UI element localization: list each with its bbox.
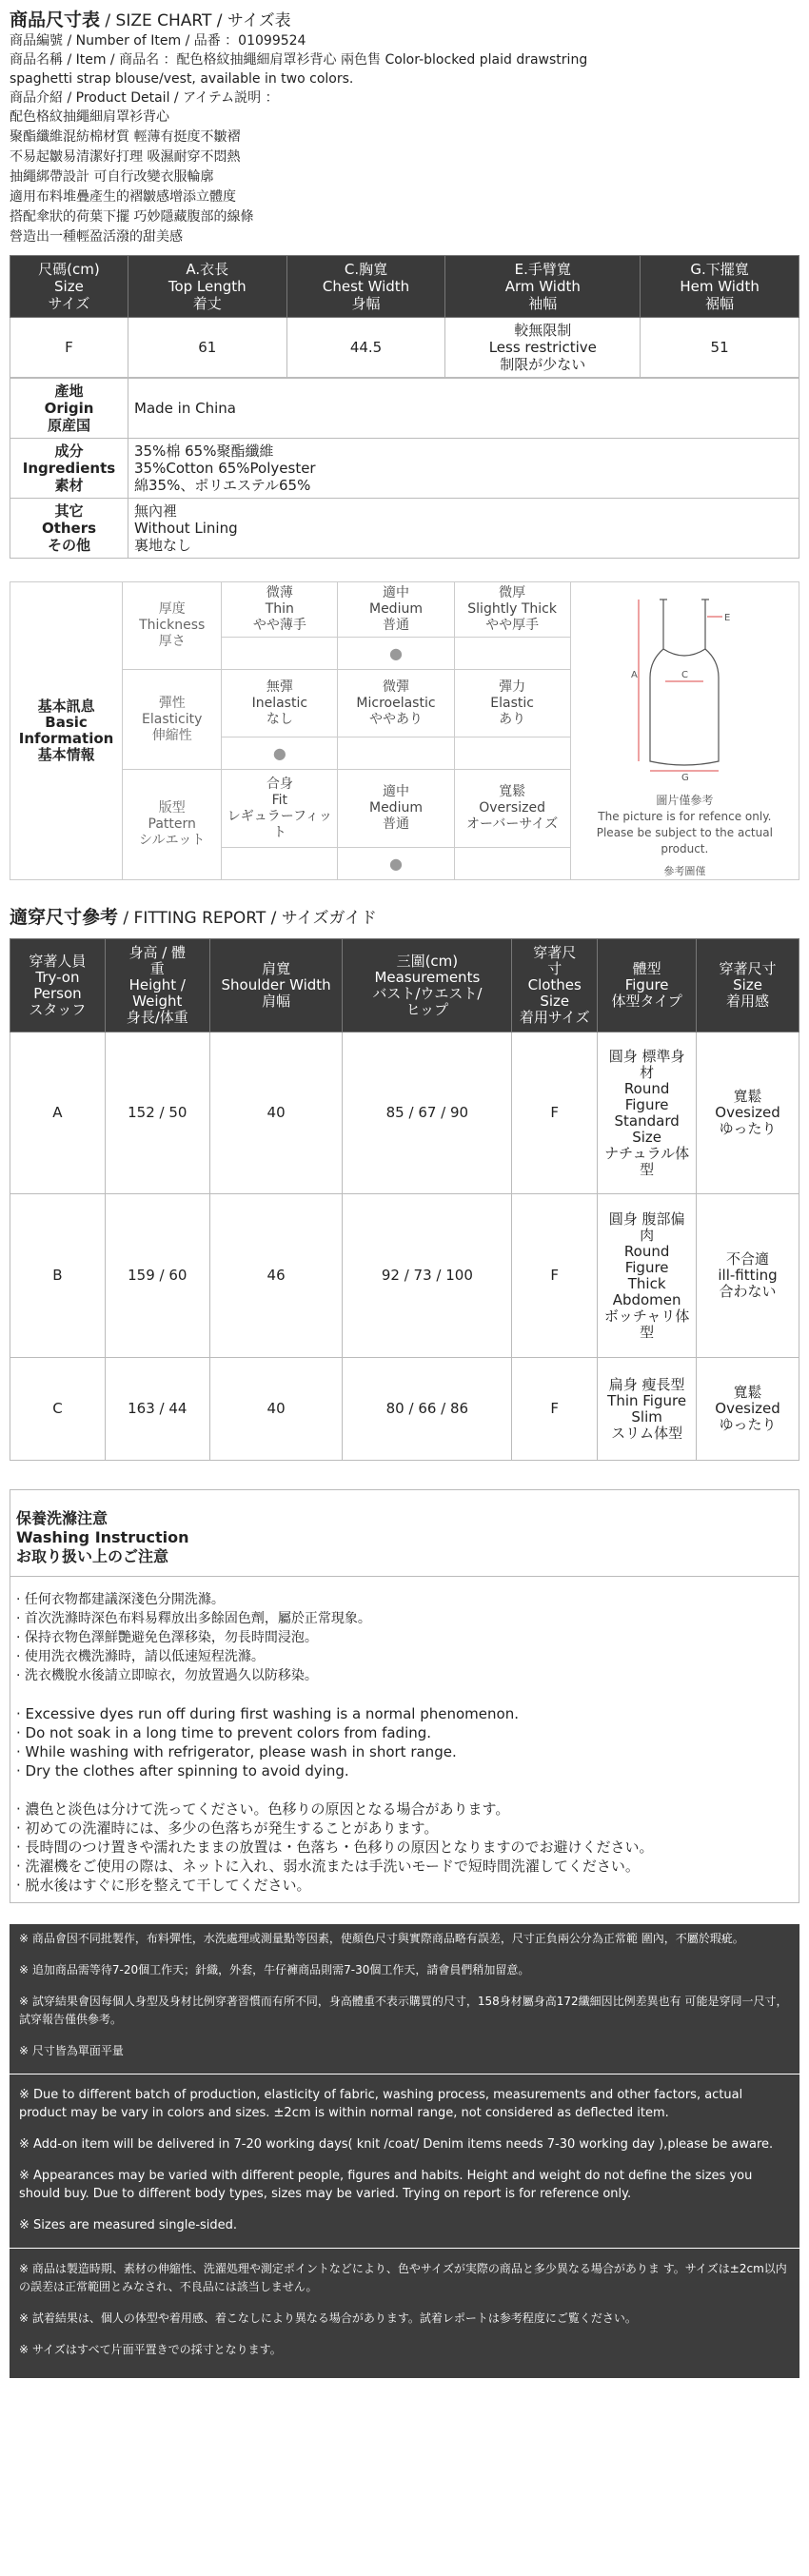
option-text: 微厚: [499, 585, 526, 600]
selection-cell: [222, 848, 338, 880]
fit-text: 寬鬆: [733, 1088, 762, 1105]
note-item: ※ 試穿結果會因每個人身型及身材比例穿著習慣而有所不同，身高體重不表示購買的尺寸，158身材屬身高172纖細因比例差異也有 可能是穿同一尺寸，試穿報告僅供參考。: [19, 1995, 788, 2026]
option-text: Slightly Thick: [467, 601, 557, 617]
elasticity-option: [454, 670, 570, 737]
arm-width-cell: [445, 318, 641, 378]
option-text: Inelastic: [251, 695, 308, 711]
divider: [10, 2248, 799, 2249]
hem-width-header: [641, 256, 799, 318]
basic-info-head-text: 基本情報: [37, 746, 95, 763]
detail-line: 搭配傘狀的荷葉下擺 巧妙隱藏腹部的線條: [10, 209, 254, 225]
option-text: 適中: [382, 784, 409, 799]
spec-value: [128, 439, 799, 499]
detail-line: 聚酯纖維混紡棉材質 輕薄有挺度不皺褶: [10, 129, 241, 145]
option-text: Elastic: [490, 695, 534, 711]
fitting-meas-cell: 80 / 66 / 86: [343, 1358, 512, 1461]
spec-value-text: 無內裡: [134, 502, 178, 520]
option-text: 彈力: [499, 678, 526, 695]
header-text: スタッフ: [29, 1000, 87, 1018]
note-item: ※ Due to different batch of production, elasticity of fabric, washing process, measurements and other factors, actual product may be vary in colors and sizes. ±2cm is within normal range, not considered as deflected item.: [19, 2088, 743, 2120]
header-text: 着用感: [726, 993, 770, 1010]
fitting-header-row: [10, 939, 799, 1032]
fitting-shoulder-cell: 46: [209, 1194, 343, 1358]
option-text: ややあり: [368, 711, 423, 727]
size-table: [10, 255, 799, 378]
spec-table: [10, 378, 799, 559]
header-text: 身高 / 體: [128, 944, 187, 961]
detail-line: 不易起皺易清潔好打理 吸濕耐穿不悶熱: [10, 149, 241, 165]
washing-list-en: [10, 1685, 799, 1780]
chest-width-header: [286, 256, 445, 318]
header-text: 穿著尺寸: [719, 960, 777, 977]
note-item: ※ 尺寸皆為單面平量: [19, 2044, 124, 2057]
header-text: ヒップ: [405, 1000, 449, 1018]
notes-ja: [19, 2260, 790, 2359]
fitting-fit-cell: [697, 1032, 799, 1194]
fitting-row: [10, 1032, 799, 1194]
header-text: 穿著人員: [29, 952, 87, 970]
figure-header: [598, 939, 697, 1032]
dimension-label-c: C: [681, 670, 689, 680]
option-text: 普通: [382, 816, 409, 832]
spec-value-text: 綿35%、ポリエステル65%: [134, 477, 311, 494]
washing-heading-text: Washing Instruction: [16, 1528, 189, 1546]
clothes-size-header: [512, 939, 598, 1032]
washing-item: · Do not soak in a long time to prevent colors from fading.: [16, 1724, 432, 1741]
category-text: 厚さ: [158, 634, 186, 649]
category-text: Pattern: [148, 816, 196, 832]
header-text: Person: [33, 984, 82, 1002]
spec-label-text: Others: [41, 520, 97, 537]
spec-label: [10, 379, 128, 439]
header-text: 尺碼(cm): [38, 261, 100, 278]
figure-text: スリム体型: [611, 1424, 683, 1442]
fitting-person-cell: B: [10, 1194, 106, 1358]
fit-text: 不合適: [726, 1250, 770, 1268]
detail-line: 配色格紋抽繩細肩罩衫背心: [10, 109, 169, 125]
option-text: 無彈: [266, 678, 293, 695]
product-detail-list: [10, 108, 799, 247]
header-text: 穿著尺: [533, 944, 577, 961]
category-text: シルエット: [139, 833, 206, 848]
fitting-fit-cell: [697, 1194, 799, 1358]
option-text: オーバーサイズ: [466, 816, 559, 832]
figure-text: 型: [640, 1323, 655, 1341]
spec-value-text: Made in China: [134, 400, 236, 417]
washing-list-zh: [10, 1577, 799, 1685]
notes-panel: [10, 1924, 799, 2378]
pattern-option: [222, 770, 338, 848]
category-text: 彈性: [158, 695, 186, 711]
washing-item: · Dry the clothes after spinning to avoid dying.: [16, 1762, 349, 1780]
fitting-person-cell: C: [10, 1358, 106, 1461]
elasticity-label: [123, 670, 222, 770]
figure-note-text: 圖片僅參考: [656, 794, 714, 807]
fit-text: ゆったり: [719, 1416, 777, 1433]
header-text: 重: [149, 960, 165, 977]
pattern-label: [123, 770, 222, 880]
basic-info-head-text: 基本訊息: [37, 698, 95, 715]
fitting-size-cell: F: [512, 1032, 598, 1194]
note-item: ※ 追加商品需等待7-20個工作天；針織，外套，牛仔褲商品則需7-30個工作天，請會員們稍加留意。: [19, 1963, 530, 1976]
figure-note-text: product.: [661, 842, 709, 855]
dimension-label-a: A: [631, 670, 639, 680]
spec-value-text: 35%棉 65%聚酯纖維: [134, 442, 274, 460]
selection-cell: [222, 638, 338, 670]
origin-row: [10, 379, 799, 439]
selection-cell: [454, 848, 570, 880]
figure-text: Thick: [627, 1274, 666, 1292]
header-text: 三圍(cm): [396, 952, 459, 970]
washing-item: · 脱水後はすぐに形を整えて干してください。: [16, 1877, 311, 1894]
detail-line: 抽繩綁帶設計 可自行改變衣服輪廓: [10, 169, 214, 185]
fit-text: ゆったり: [719, 1120, 777, 1137]
spec-label-text: 成分: [54, 442, 84, 460]
detail-line: 適用布料堆疊產生的褶皺感增添立體度: [10, 189, 236, 205]
fitting-row: [10, 1194, 799, 1358]
selection-cell: [338, 848, 454, 880]
note-item: ※ Add-on item will be delivered in 7-20 working days( knit /coat/ Denim items needs 7-30 working day ),please be aware.: [19, 2137, 774, 2152]
figure-text: Standard: [614, 1111, 680, 1130]
header-text: 寸: [547, 960, 562, 977]
figure-text: 扁身 瘦長型: [608, 1375, 685, 1393]
washing-item: · 洗衣機脫水後請立即晾衣，勿放置過久以防移染。: [16, 1668, 318, 1683]
selection-cell: [454, 638, 570, 670]
header-text: 身長/体重: [126, 1009, 188, 1026]
header-text: Shoulder Width: [221, 976, 331, 993]
arm-width-text: 制限が少ない: [500, 356, 586, 373]
header-text: G.下擺寬: [690, 261, 749, 278]
size-cell: F: [10, 318, 128, 378]
figure-text: 圓身 標準身: [608, 1047, 685, 1065]
note-item: ※ 試着結果は、個人の体型や着用感、着こなしにより異なる場合があります。試着レポートは参考程度にご覧ください。: [19, 2311, 637, 2325]
option-text: やや薄手: [252, 618, 306, 633]
figure-text: ナチュラル体: [604, 1144, 690, 1162]
washing-heading-text: 保養洗滌注意: [16, 1509, 109, 1527]
elasticity-option: [338, 670, 454, 737]
figure-text: Round: [623, 1079, 670, 1097]
header-text: 裾幅: [705, 295, 735, 312]
washing-list-ja: [10, 1780, 799, 1895]
page-title: 商品尺寸表 / SIZE CHART / サイズ表: [10, 10, 291, 30]
others-row: [10, 499, 799, 559]
fit-header: [697, 939, 799, 1032]
dimension-label-e: E: [724, 613, 731, 623]
header-text: 着用サイズ: [519, 1009, 590, 1026]
selection-cell: [338, 737, 454, 770]
figure-note-text: Please be subject to the actual: [596, 826, 773, 839]
selected-dot-icon: ●: [272, 744, 286, 762]
shoulder-header: [209, 939, 343, 1032]
header-text: 體型: [632, 960, 661, 977]
fitting-figure-cell: [598, 1194, 697, 1358]
figure-text: Round: [623, 1242, 670, 1260]
basic-info-head-text: Basic: [45, 714, 88, 731]
selection-cell: [222, 737, 338, 770]
fit-text: ill-fitting: [718, 1267, 778, 1284]
tank-top-diagram: [608, 582, 760, 782]
option-text: 寬鬆: [499, 784, 526, 799]
thickness-option: [222, 582, 338, 638]
figure-note: [571, 793, 799, 857]
header-text: Arm Width: [504, 278, 581, 295]
spec-value-text: 35%Cotton 65%Polyester: [134, 460, 316, 477]
header-text: Clothes: [527, 976, 582, 993]
note-item: ※ サイズはすべて片面平置きでの採寸となります。: [19, 2343, 282, 2356]
hem-width-cell: 51: [641, 318, 799, 378]
thickness-option: [338, 582, 454, 638]
spec-label-text: 素材: [54, 477, 84, 494]
category-text: 厚度: [158, 601, 186, 617]
spec-label-text: その他: [47, 537, 90, 554]
header-text: Try-on: [35, 968, 80, 986]
washing-item: · 任何衣物都建議深淺色分開洗滌。: [16, 1592, 225, 1607]
divider: [10, 2074, 799, 2075]
fitting-fit-cell: [697, 1358, 799, 1461]
selected-dot-icon: ●: [388, 855, 403, 873]
fitting-meas-cell: 92 / 73 / 100: [343, 1194, 512, 1358]
washing-item: · Excessive dyes run off during first washing is a normal phenomenon.: [16, 1705, 519, 1722]
header-text: 袖幅: [528, 295, 558, 312]
figure-text: ボッチャリ体: [603, 1307, 690, 1325]
thickness-label: [123, 582, 222, 670]
selection-cell: [338, 638, 454, 670]
figure-note-text: The picture is for refence only.: [598, 810, 772, 823]
notes-en: [19, 2086, 790, 2234]
header-text: 肩幅: [262, 993, 291, 1010]
washing-item: · 首次洗滌時深色布料易釋放出多餘固色劑，屬於正常現象。: [16, 1611, 371, 1626]
washing-item: · 長時間のつけ置きや濡れたままの放置は・色落ち・色移りの原因となりますのでお避けください。: [16, 1839, 654, 1856]
elasticity-option: [222, 670, 338, 737]
fitting-size-cell: F: [512, 1194, 598, 1358]
header-text: バスト/ウエスト/: [372, 984, 483, 1002]
thickness-row: [10, 582, 799, 638]
fitting-size-cell: F: [512, 1358, 598, 1461]
header-text: Figure: [624, 976, 669, 993]
header-text: Size: [540, 993, 570, 1010]
figure-text: 型: [640, 1160, 655, 1178]
chest-width-cell: 44.5: [286, 318, 445, 378]
spec-label: [10, 499, 128, 559]
spec-label-text: 其它: [54, 502, 84, 520]
header-text: Measurements: [374, 968, 481, 986]
washing-item: · 洗濯機をご使用の際は、ネットに入れ、弱水流または手洗いモードで短時間洗濯してください。: [16, 1858, 640, 1875]
fitting-row: [10, 1358, 799, 1461]
category-text: 版型: [158, 800, 186, 816]
fitting-hw-cell: 152 / 50: [105, 1032, 209, 1194]
header-text: Size: [54, 278, 84, 295]
option-text: 普通: [382, 618, 409, 633]
arm-width-text: 較無限制: [514, 322, 572, 339]
washing-item: · 濃色と淡色は分けて洗ってください。色移りの原因となる場合があります。: [16, 1800, 510, 1818]
fitting-shoulder-cell: 40: [209, 1358, 343, 1461]
thickness-option: [454, 582, 570, 638]
washing-item: · While washing with refrigerator, please wash in short range.: [16, 1743, 457, 1760]
spec-value: [128, 499, 799, 559]
selection-cell: [454, 737, 570, 770]
note-item: ※ 商品は製造時期、素材の伸縮性、洗濯処理や測定ポイントなどにより、色やサイズが実際の商品と多少異なる場合がありま す。サイズは±2cm以内の誤差は正常範囲とみなされ、不良品には該当しません。: [19, 2262, 787, 2293]
spec-label-text: Origin: [44, 400, 94, 417]
header-text: Height /: [128, 976, 186, 993]
header-text: 身幅: [351, 295, 381, 312]
header-text: Chest Width: [322, 278, 410, 295]
pattern-option: [338, 770, 454, 848]
option-text: Fit: [271, 792, 288, 808]
option-text: 合身: [266, 776, 293, 792]
option-text: 微彈: [382, 678, 409, 695]
fitting-hw-cell: 159 / 60: [105, 1194, 209, 1358]
ingredients-row: [10, 439, 799, 499]
figure-text: 材: [640, 1063, 655, 1081]
note-item: ※ 商品會因不同批製作，布料彈性，水洗處理或測量點等因素，使顏色尺寸與實際商品略有誤差，尺寸正負兩公分為正常範 圍內，不屬於瑕疵。: [19, 1932, 744, 1945]
header-text: C.胸寬: [344, 261, 388, 278]
washing-heading-text: お取り扱い上のご注意: [16, 1547, 169, 1565]
option-text: Microelastic: [356, 695, 436, 711]
header-text: 体型タイプ: [611, 993, 682, 1010]
fit-text: Ovesized: [715, 1104, 780, 1121]
top-length-cell: 61: [128, 318, 286, 378]
option-text: あり: [499, 711, 526, 727]
fitting-figure-cell: [598, 1358, 697, 1461]
washing-item: · 使用洗衣機洗滌時，請以低速短程洗滌。: [16, 1649, 265, 1664]
basic-info-table: [10, 581, 799, 880]
item-name-line-1: 商品名稱 / Item / 商品名 ：配色格紋抽繩細肩罩衫背心 兩色售 Color-blocked plaid drawstring: [10, 52, 588, 68]
note-item: ※ Sizes are measured single-sided.: [19, 2218, 238, 2232]
fit-text: 寬鬆: [733, 1384, 762, 1401]
figure-text: Figure: [624, 1095, 669, 1113]
fitting-person-cell: A: [10, 1032, 106, 1194]
arm-width-header: [445, 256, 641, 318]
header-text: Top Length: [168, 278, 247, 295]
header-text: A.衣長: [186, 261, 229, 278]
height-weight-header: [105, 939, 209, 1032]
detail-line: 營造出一種輕盈活潑的甜美感: [10, 229, 183, 245]
notes-zh: [19, 1930, 790, 2060]
size-header: [10, 256, 128, 318]
header-text: E.手臂寬: [514, 261, 571, 278]
arm-width-text: Less restrictive: [488, 339, 597, 356]
header-text: サイズ: [48, 295, 90, 312]
figure-text: Size: [632, 1128, 662, 1146]
figure-text: 圓身 腹部偏: [608, 1209, 685, 1228]
item-number: 商品編號 / Number of Item / 品番 ：01099524: [10, 33, 306, 49]
fitting-meas-cell: 85 / 67 / 90: [343, 1032, 512, 1194]
basic-info-head-text: Information: [18, 730, 114, 747]
spec-value: [128, 379, 799, 439]
fit-text: 合わない: [719, 1283, 777, 1300]
top-length-header: [128, 256, 286, 318]
figure-text: Thin Figure: [607, 1391, 687, 1409]
item-name-line-2: spaghetti strap blouse/vest, available in two colors.: [10, 71, 354, 87]
option-text: なし: [266, 711, 293, 727]
spec-value-text: Without Lining: [134, 520, 238, 537]
person-header: [10, 939, 106, 1032]
option-text: Medium: [368, 601, 423, 617]
option-text: 微薄: [266, 585, 293, 600]
option-text: やや厚手: [485, 618, 540, 633]
header-text: Size: [733, 976, 762, 993]
measurements-header: [343, 939, 512, 1032]
figure-text: Figure: [624, 1258, 669, 1276]
header-text: 着丈: [192, 295, 222, 312]
figure-text: 肉: [640, 1226, 655, 1244]
option-text: Thin: [265, 601, 294, 617]
spec-label: [10, 439, 128, 499]
detail-label: 商品介紹 / Product Detail / アイテム説明 ：: [10, 90, 279, 106]
pattern-option: [454, 770, 570, 848]
spec-label-text: 產地: [54, 383, 84, 400]
fitting-hw-cell: 163 / 44: [105, 1358, 209, 1461]
fitting-report-title: 適穿尺寸參考 / FITTING REPORT / サイズガイド: [10, 907, 377, 928]
option-text: Medium: [368, 800, 423, 816]
fitting-figure-cell: [598, 1032, 697, 1194]
spec-value-text: 裏地なし: [134, 537, 192, 554]
figure-text: Slim: [631, 1407, 662, 1426]
fitting-report-table: [10, 938, 799, 1461]
size-row-f: [10, 318, 799, 378]
option-text: レギュラーフィット: [227, 808, 332, 840]
spec-label-text: Ingredients: [22, 460, 116, 477]
washing-instruction: [10, 1489, 799, 1903]
fitting-shoulder-cell: 40: [209, 1032, 343, 1194]
figure-text: Abdomen: [612, 1290, 681, 1308]
washing-heading: [10, 1509, 799, 1577]
washing-item: · 初めての洗濯時には、多少の色落ちが発生することがあります。: [16, 1819, 439, 1837]
header-text: Hem Width: [680, 278, 760, 295]
fit-text: Ovesized: [715, 1400, 780, 1417]
washing-item: · 保持衣物色澤鮮艷避免色澤移染，勿長時間浸泡。: [16, 1630, 318, 1645]
category-text: Thickness: [139, 618, 206, 633]
option-text: Oversized: [479, 800, 545, 816]
basic-info-head: [10, 582, 123, 880]
garment-figure: [570, 582, 799, 880]
header-text: 肩寬: [262, 960, 291, 977]
header-text: Weight: [132, 993, 183, 1010]
option-text: 適中: [382, 585, 409, 600]
figure-caption: 參考圖僅: [663, 865, 706, 877]
dimension-label-g: G: [681, 773, 690, 782]
category-text: Elasticity: [142, 711, 203, 727]
category-text: 伸縮性: [151, 727, 192, 743]
selected-dot-icon: ●: [388, 644, 403, 662]
spec-label-text: 原産国: [47, 417, 90, 434]
note-item: ※ Appearances may be varied with different people, figures and habits. Height and weight do not define the sizes you should buy. Due to different body types, sizes may be varied. Trying on report is for reference only.: [19, 2169, 753, 2201]
